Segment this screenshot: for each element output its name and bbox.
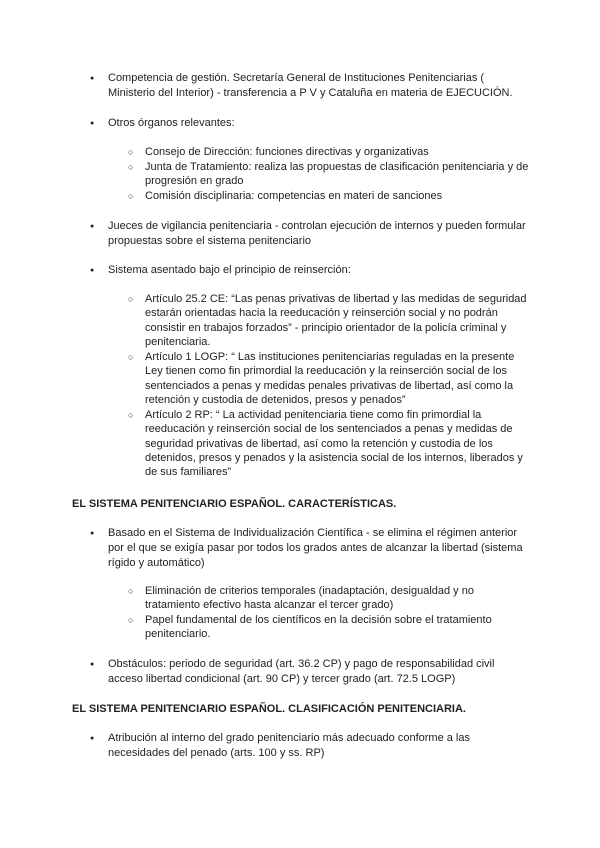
section-heading-clasificacion: EL SISTEMA PENITENCIARIO ESPAÑOL. CLASIFICACIÓN PENITENCIARIA. — [72, 703, 466, 715]
bullet-competencia: ● Competencia de gestión. Secretaría General de Instituciones Penitenciarias ( Ministerio del Interior) - transferencia a P V y Cataluña en materia de EJECUCIÓN. — [108, 71, 528, 101]
bullet-jueces: ● Jueces de vigilancia penitenciaria - controlan ejecución de internos y pueden formular propuestas sobre el sistema penitenciario — [108, 219, 528, 249]
subbullet-articulo-1-logp: ○ Artículo 1 LOGP: “ Las instituciones penitenciarias reguladas en la presente Ley tienen como fin primordial la reeducación y la reinserción social de los sentenciados a penas y medidas penales privativas de libertad, así como la retención y custodia de detenidos, presos y penados” — [145, 350, 530, 407]
bullet-atribucion: ● Atribución al interno del grado penitenciario más adecuado conforme a las necesidades del penado (arts. 100 y ss. RP) — [108, 731, 528, 761]
subbullet-comision: ○ Comisión disciplinaria: competencias en materi de sanciones — [145, 189, 530, 203]
subbullet-articulo-25-2: ○ Artículo 25.2 CE: “Las penas privativas de libertad y las medidas de seguridad estarán orientadas hacia la reeducación y reinserción social y no podrán consistir en trabajos forzados” - principio orientador de la policía criminal y penitenciaria. — [145, 292, 530, 349]
subbullet-consejo: ○ Consejo de Dirección: funciones directivas y organizativas — [145, 145, 530, 159]
subbullet-eliminacion: ○ Eliminación de criterios temporales (inadaptación, desigualdad y no tratamiento efectivo hasta alcanzar el tercer grado) — [145, 584, 530, 613]
bullet-sistema-reinsercion: ● Sistema asentado bajo el principio de reinserción: — [108, 263, 528, 278]
subbullet-junta: ○ Junta de Tratamiento: realiza las propuestas de clasificación penitenciaria y de progresión en grado — [145, 160, 530, 189]
bullet-obstaculos: ● Obstáculos: periodo de seguridad (art. 36.2 CP) y pago de responsabilidad civil acceso libertad condicional (art. 90 CP) y tercer grado (art. 72.5 LOGP) — [108, 657, 528, 687]
bullet-basado: ● Basado en el Sistema de Individualización Científica - se elimina el régimen anterior por el que se exigía pasar por todos los grados antes de alcanzar la libertad (sistema rígido y automático) — [108, 526, 528, 571]
subbullet-articulo-2-rp: ○ Artículo 2 RP: “ La actividad penitenciaria tiene como fin primordial la reeducación y reinserción social de los sentenciados a penas y medidas de seguridad privativas de libertad, así como la retención y custodia de los detenidos, presos y penados y la asistencia social de los internos, liberados y de sus familiares” — [145, 408, 530, 479]
section-heading-caracteristicas: EL SISTEMA PENITENCIARIO ESPAÑOL. CARACTERÍSTICAS. — [72, 498, 397, 510]
subbullet-papel: ○ Papel fundamental de los científicos en la decisión sobre el tratamiento penitenciario. — [145, 613, 530, 642]
bullet-otros-organos: ● Otros órganos relevantes: — [108, 116, 528, 131]
